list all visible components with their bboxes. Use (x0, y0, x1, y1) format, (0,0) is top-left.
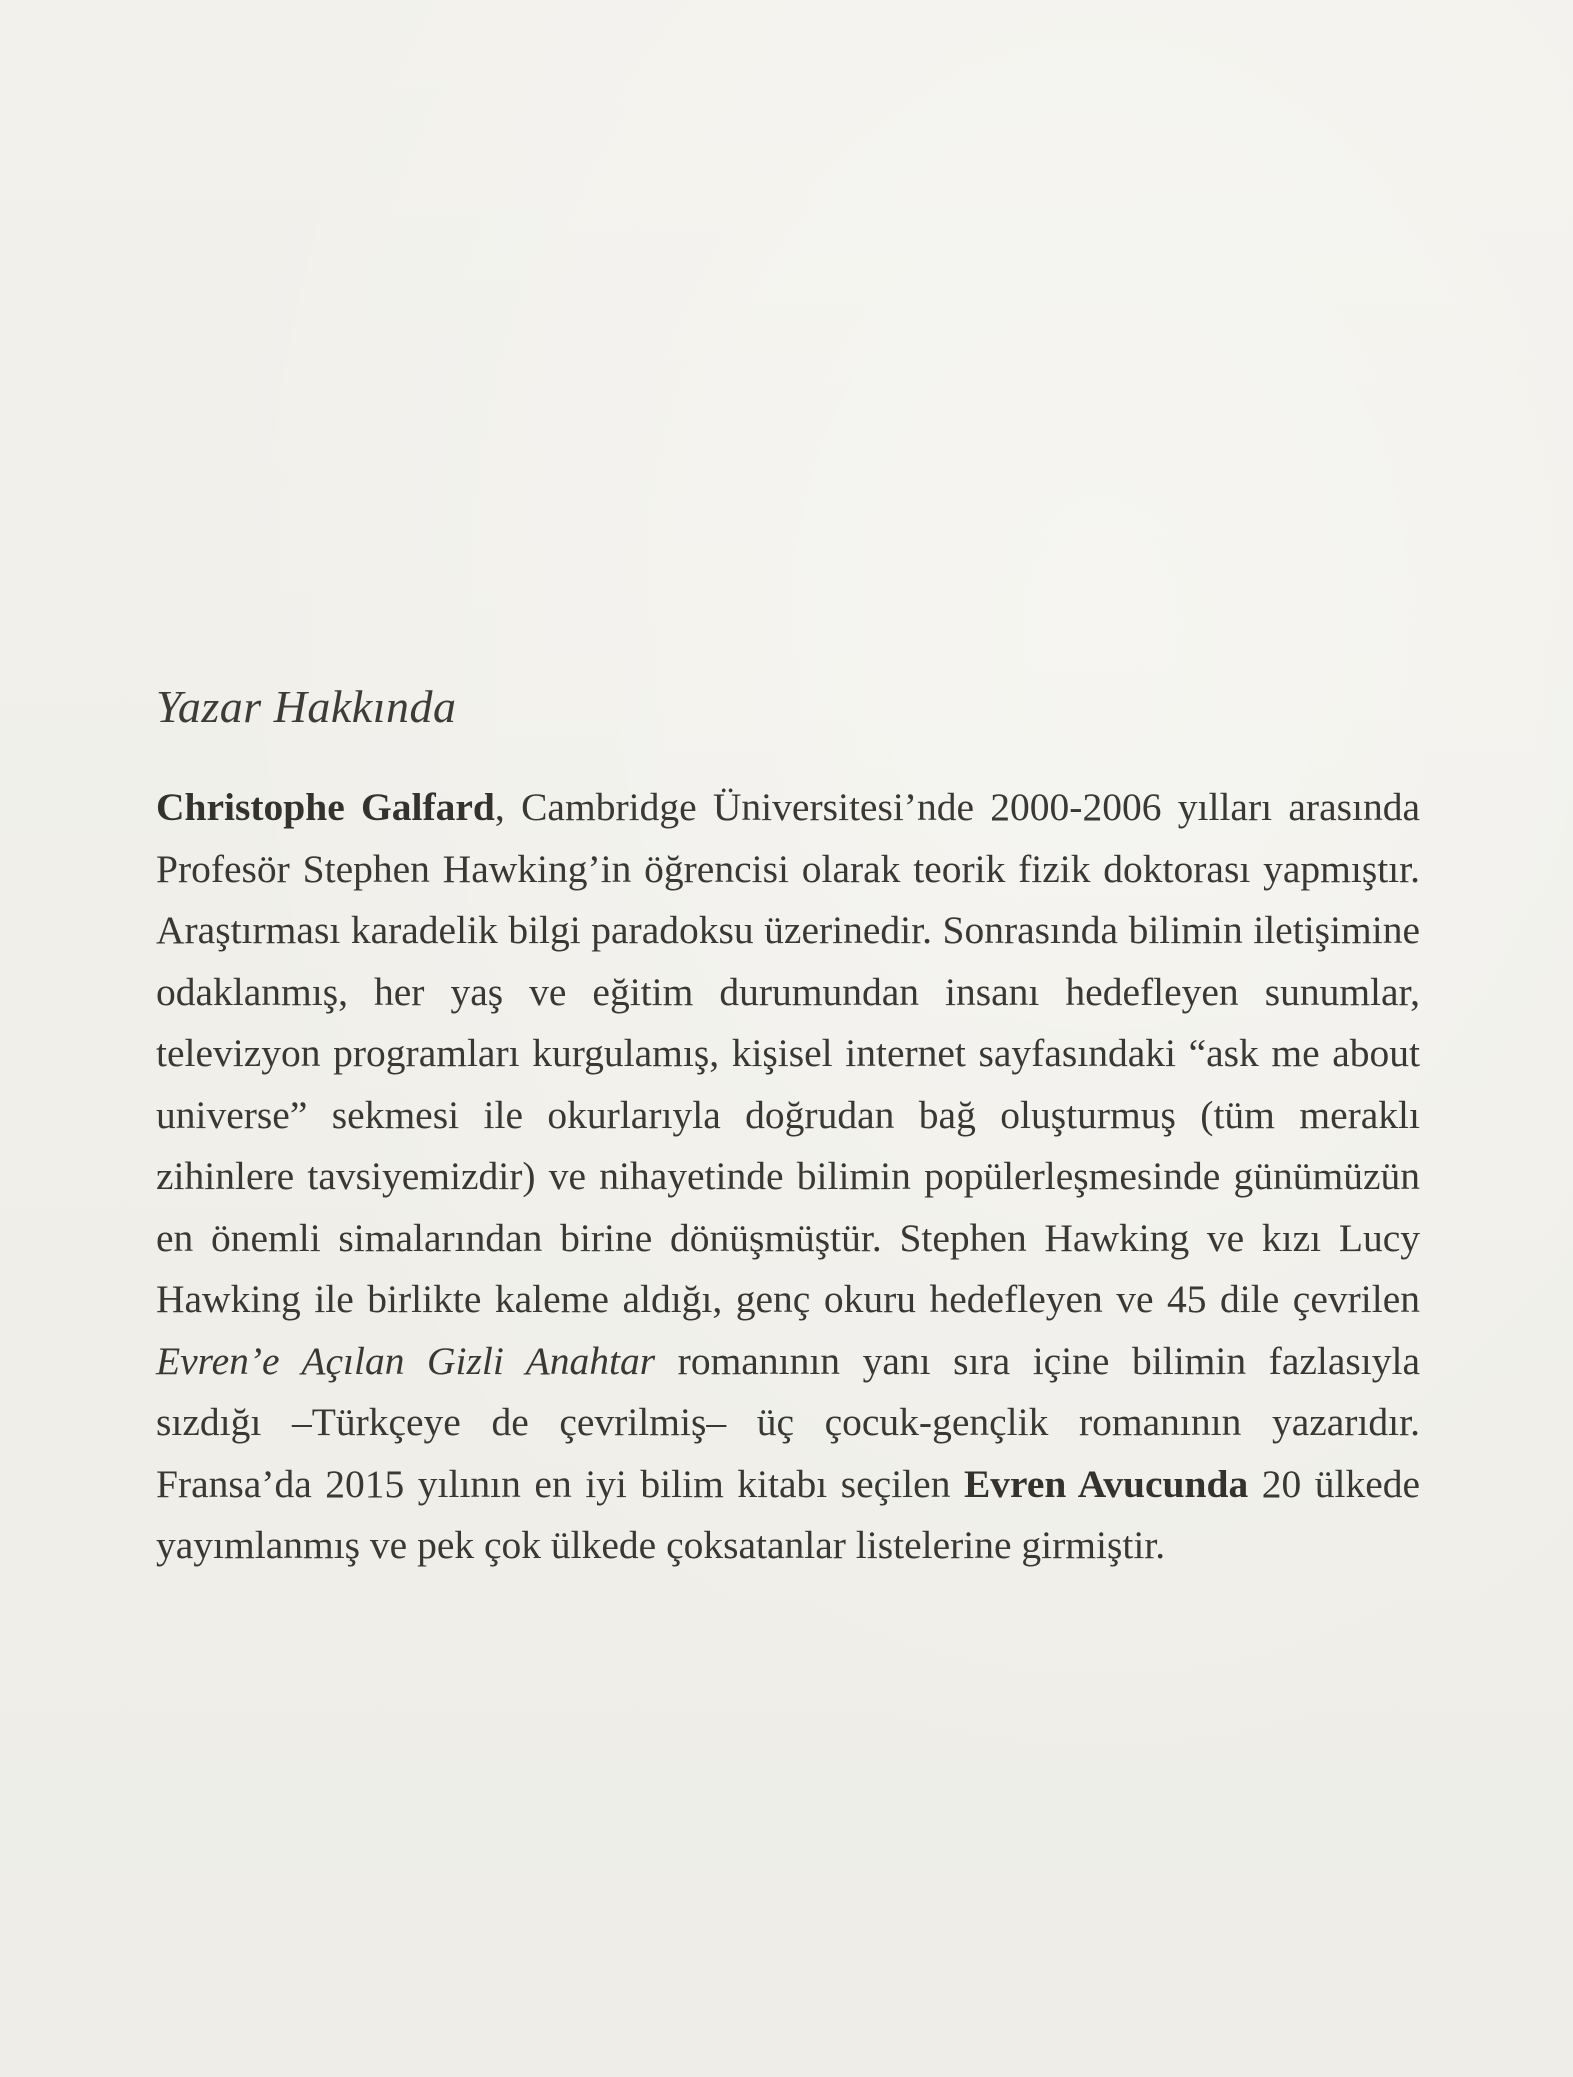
book-title-italic: Evren’e Açılan Gizli Anahtar (156, 1338, 656, 1383)
about-author-section (156, 680, 1420, 1577)
author-bio-paragraph (156, 777, 1420, 1577)
author-name: Christophe Galfard (156, 785, 495, 829)
bio-text-part-2: romanının yanı sıra içine bilimin fazlasıyla sızdığı –Türkçeye de çevrilmiş– üç çocuk-gençlik romanının yazarıdır. Fransa’da 2015 yılının en iyi bilim kitabı seçilen (156, 1338, 1420, 1506)
book-title-bold: Evren Avucunda (963, 1461, 1249, 1506)
bio-text-part-3: 20 ülkede yayımlanmış ve pek çok ülkede çoksatanlar listelerine girmiştir. (156, 1461, 1421, 1567)
section-heading: Yazar Hakkında (156, 681, 457, 732)
bio-text-part-1: , Cambridge Üniversitesi’nde 2000-2006 yılları arasında Profesör Stephen Hawking’in öğrencisi olarak teorik fizik doktorası yapmıştır. Araştırması karadelik bilgi paradoksu üzerinedir. Sonrasında bilimin iletişimine odaklanmış, her yaş ve eğitim durumundan insanı hedefleyen sunumlar, televizyon programları kurgulamış, kişisel internet sayfasındaki “ask me about universe” sekmesi ile okurlarıyla doğrudan bağ oluşturmuş (tüm meraklı zihinlere tavsiyemizdir) ve nihayetinde bilimin popülerleşmesinde günümüzün en önemli simalarından birine dönüşmüştür. Stephen Hawking ve kızı Lucy Hawking ile birlikte kaleme aldığı, genç okuru hedefleyen ve 45 dile çevrilen (156, 785, 1420, 1321)
